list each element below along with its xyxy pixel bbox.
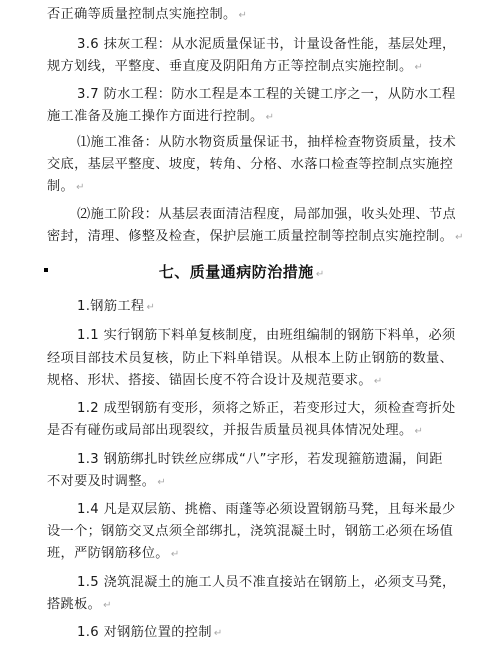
paragraph-mark-icon: ↵ [414,426,423,437]
body-line: 1.6 对钢筋位置的控制 ↵ [77,625,223,640]
body-line: 否正确等质量控制点实施控制。 ↵ [47,7,247,22]
body-line: 1.1 实行钢筋下料单复核制度，由班组编制的钢筋下料单，必须 [77,328,456,343]
body-line: 规格、形状、搭接、锚固长度不符合设计及规范要求。 ↵ [47,373,383,388]
body-line: 班，严防钢筋移位。 ↵ [47,546,180,561]
paragraph-mark-icon: ↵ [146,302,155,313]
body-line: 1.2 成型钢筋有变形，须将之矫正，若变形过大，须检查弯折处 [77,401,456,416]
paragraph-mark-icon: ↵ [315,269,325,280]
body-line: 交底，基层平整度、坡度，转角、分格、水落口检查等控制点实施控 [47,157,454,172]
section-heading: 七、质量通病防治措施 ↵ [158,263,325,281]
body-line: 1.钢筋工程 ↵ [77,299,155,314]
body-line: ⑴施工准备：从防水物资质量保证书，抽样检查物资质量，技术 [77,135,457,150]
paragraph-mark-icon: ↵ [373,376,383,387]
body-line: 不对要及时调整。 ↵ [47,474,166,489]
paragraph-mark-icon: ↵ [414,62,423,73]
body-line: 是否有碰伤或局部出现裂纹，并报告质量员视具体情况处理。 ↵ [47,423,423,438]
body-line: 3.6 抹灰工程：从水泥质量保证书，计量设备性能，基层处理， [77,37,456,52]
paragraph-mark-icon: ↵ [103,600,112,611]
body-line: 3.7 防水工程：防水工程是本工程的关键工序之一，从防水工程 [77,87,456,102]
body-line: ⑵施工阶段：从基层表面清洁程度，局部加强，收头处理、节点 [77,207,457,222]
body-line: 密封，清理、修整及检查，保护层施工质量控制等控制点实施控制。 ↵ [47,229,464,244]
paragraph-mark-icon: ↵ [213,628,223,639]
paragraph-mark-icon: ↵ [157,477,166,488]
body-line: 经项目部技术员复核，防止下料单错误。从根本上防止钢筋的数量、 [47,351,454,366]
body-line: 制。 ↵ [47,179,85,194]
body-line: 施工准备及施工操作方面进行控制。 ↵ [47,109,274,124]
paragraph-mark-icon: ↵ [170,549,180,560]
paragraph-mark-icon: ↵ [238,10,247,21]
body-line: 1.3 钢筋绑扎时铁丝应绑成“八”字形，若发现箍筋遗漏，间距 [77,452,443,467]
paragraph-mark-icon: ↵ [76,182,85,193]
body-line: 搭跳板。 ↵ [47,597,112,612]
body-line: 设一个；钢筋交叉点须全部绑扎，浇筑混凝土时，钢筋工必须在场值 [47,524,454,539]
paragraph-mark-icon: ↵ [455,232,464,243]
body-line: 1.5 浇筑混凝土的施工人员不准直接站在钢筋上，必须支马凳， [77,575,456,590]
body-line: 1.4 凡是双层筋、挑檐、雨蓬等必须设置钢筋马凳，且每米最少 [77,502,456,517]
paragraph-mark-icon: ↵ [265,112,274,123]
body-line: 规方划线，平整度、垂直度及阴阳角方正等控制点实施控制。 ↵ [47,59,423,74]
